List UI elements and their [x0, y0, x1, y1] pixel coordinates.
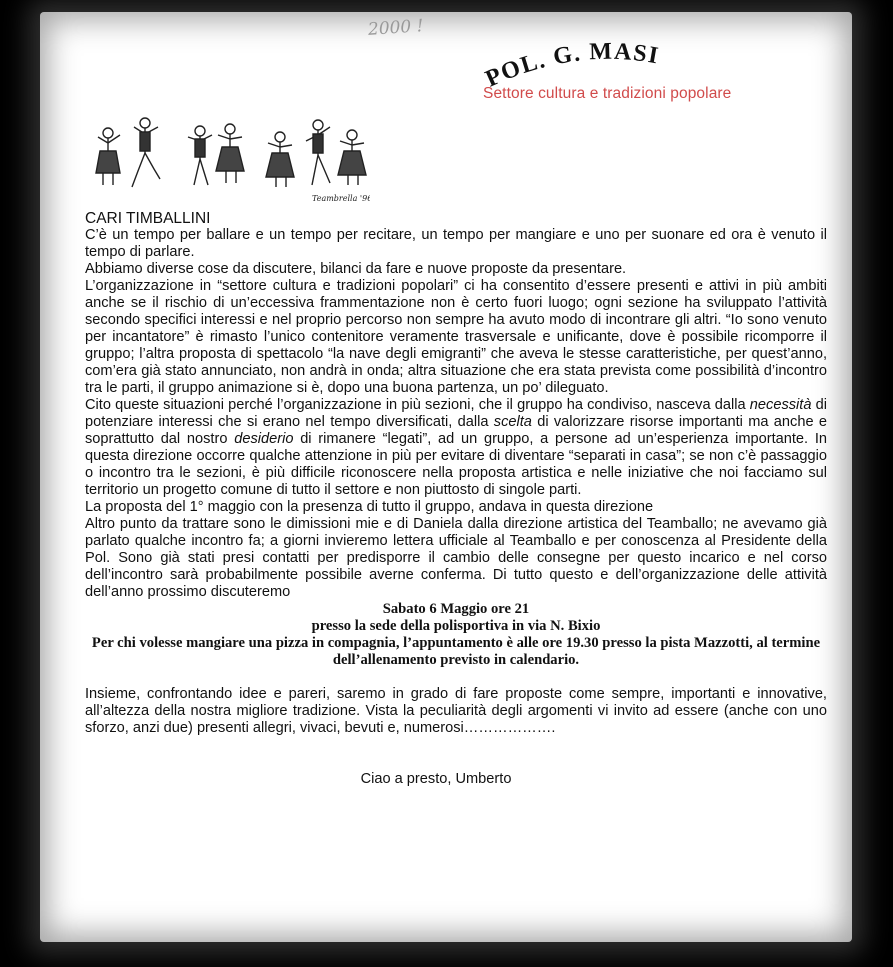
dancer-figure [216, 124, 244, 183]
letter-page [40, 12, 852, 942]
dancer-figure [338, 130, 366, 185]
dancer-figure [132, 118, 160, 187]
pizza-notice: Per chi volesse mangiare una pizza in compagnia, l’appuntamento è alle ore 19.30 presso la pista Mazzotti, al termine dell’allenamento previsto in calendario. [91, 635, 821, 668]
dancer-figure [188, 126, 212, 185]
letter-heading: CARI TIMBALLINI [85, 210, 211, 227]
dancer-figure [266, 132, 294, 187]
closing-signature: Ciao a presto, Umberto [360, 771, 512, 787]
paragraph: Abbiamo diverse cose da discutere, bilanci da fare e nuove proposte da presentare. [85, 261, 627, 277]
meeting-date: Sabato 6 Maggio ore 21 [382, 601, 530, 617]
handwritten-note: 2000 ! [367, 16, 425, 40]
logo-subtitle: Settore cultura e tradizioni popolare [483, 85, 732, 102]
paragraph: L’organizzazione in “settore cultura e tradizioni popolari” ci ha consentito d’essere presenti e attivi in più ambiti anche se il rischio di un’eccessiva frammentazione non è certo fuori luogo; ogni sezione ha sviluppato l’attività secondo specifici interessi e nel proprio percorso non sempre ha avuto modo di incontrare gli altri. “Io sono venuto per incantatore” è rimasto l’unico contenitore veramente trasversale e unificante, dove è possibile ricomporre il gruppo; l’altra proposta di spettacolo “la nave degli emigranti” che aveva le stesse caratteristiche, per quest’anno, com’era già stato annunciato, non andrà in onda; altra situazione che era stata prevista come possibilità d’incontro tra le parti, il gruppo animazione si è, dopo una buona partenza, un po’ dileguato. [85, 278, 827, 396]
paragraph: Altro punto da trattare sono le dimissioni mie e di Daniela dalla direzione artistica del Teamballo; ne avevamo già parlato qualche incontro fa; a giorni invieremo lettera ufficiale al Teamballo e per conoscenza al Presidente della Pol. Sono già stati presi contatti per predisporre il cambio delle consegne per questo incarico e nel corso dell’incontro sarà probabilmente possibile averne conferma. Di tutto questo e dell’organizzazione delle attività dell’anno prossimo discuteremo [85, 516, 827, 600]
paragraph: C’è un tempo per ballare e un tempo per recitare, un tempo per mangiare e uno per suonare ed ora è venuto il tempo di parlare. [85, 227, 827, 260]
paragraph: Cito queste situazioni perché l’organizzazione in più sezioni, che il gruppo ha condiviso, nasceva dalla necessità di potenziare interessi che si erano nel tempo diversificati, dalla scelta di valorizzare risorse importanti ma anche e soprattutto dal nostro desiderio di rimanere “legati”, ad un gruppo, a persone ad un’esperienza importante. In questa direzione occorre qualche attenzione in più per evitare di diventare “separati in casa”; se non c’è passaggio o incontro tra le sezioni, è più difficile riconoscere nella proposta artistica e nelle iniziative che noi facciamo sul territorio un progetto comune di tutto il settore e non piuttosto di singole parti. [85, 397, 828, 498]
meeting-place: presso la sede della polisportiva in via N. Bixio [311, 618, 601, 634]
illustration-signature: Teambrella '96 [312, 194, 370, 203]
letter-body [85, 210, 827, 788]
dancer-figure [96, 128, 120, 185]
paragraph: Insieme, confrontando idee e pareri, saremo in grado di fare proposte come sempre, importanti e innovative, all’altezza della nostra migliore tradizione. Vista la peculiarità degli argomenti vi invito ad essere (anche con uno sforzo, anzi due) presenti allegri, vivaci, bevuti e, numerosi………………. [85, 686, 827, 736]
dancer-figure [306, 120, 330, 185]
folk-dancers-illustration [90, 107, 370, 207]
paragraph: La proposta del 1° maggio con la presenza di tutto il gruppo, andava in questa direzione [85, 499, 654, 515]
logo-title: POL. G. MASI [481, 40, 662, 93]
